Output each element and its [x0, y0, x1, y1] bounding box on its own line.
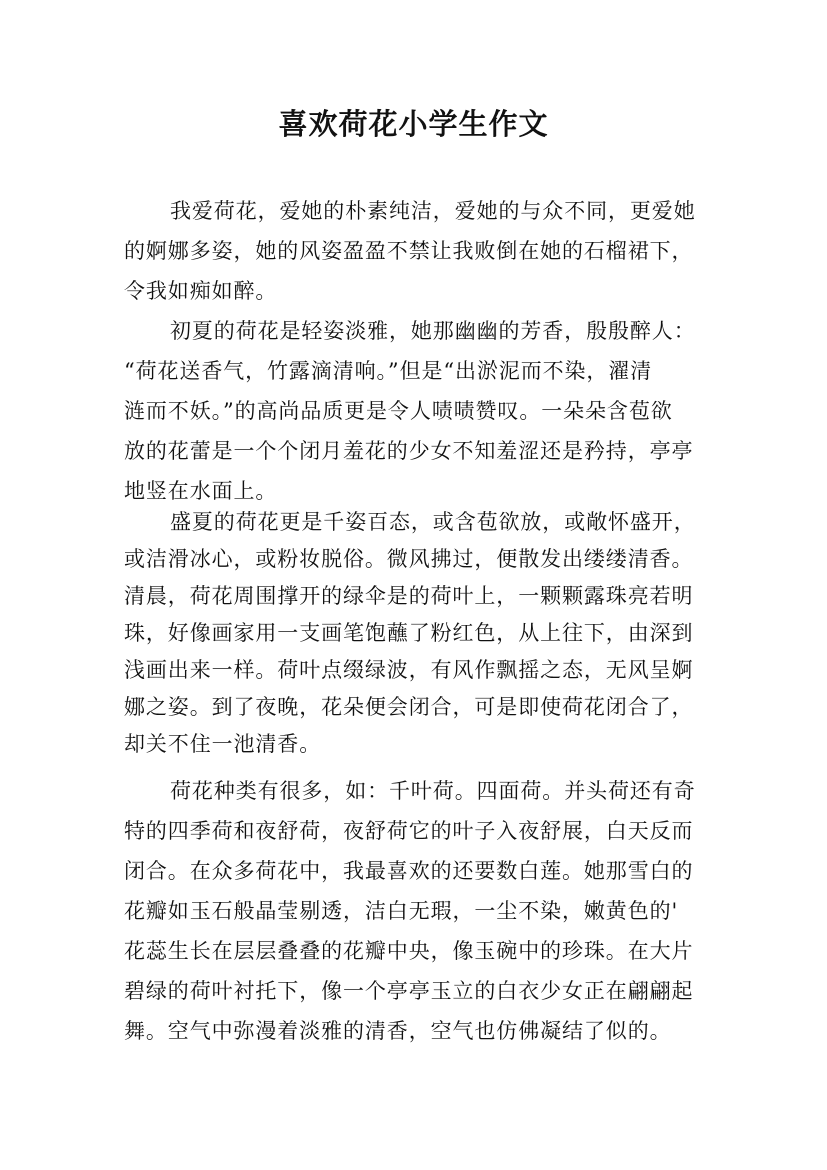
text-line: 初夏的荷花是轻姿淡雅，她那幽幽的芳香，殷殷醉人： — [170, 319, 696, 343]
text-line: 清晨，荷花周围撑开的绿伞是的荷叶上，一颗颗露珠亮若明 — [124, 584, 694, 608]
text-line: 特的四季荷和夜舒荷，夜舒荷它的叶子入夜舒展，白天反而 — [124, 819, 694, 843]
text-line: 涟而不妖。”的高尚品质更是令人啧啧赞叹。一朵朵含苞欲 — [124, 399, 673, 423]
text-line: 却关不住一池清香。 — [124, 732, 322, 756]
text-line: 或洁滑冰心，或粉妆脱俗。微风拂过，便散发出缕缕清香。 — [124, 547, 694, 571]
text-line: 娜之姿。到了夜晚，花朵便会闭合，可是即使荷花闭合了， — [124, 695, 694, 719]
text-line: 舞。空气中弥漫着淡雅的清香，空气也仿佛凝结了似的。 — [124, 1019, 672, 1043]
text-line: 花瓣如玉石般晶莹剔透，洁白无瑕，一尘不染，嫩黄色的' — [124, 899, 679, 923]
text-line: 碧绿的荷叶衬托下，像一个亭亭玉立的白衣少女正在翩翩起 — [124, 979, 694, 1003]
text-line: 花蕊生长在层层叠叠的花瓣中央，像玉碗中的珍珠。在大片 — [124, 939, 694, 963]
text-line: 地竖在水面上。 — [124, 479, 278, 503]
text-line: 荷花种类有很多，如：千叶荷。四面荷。并头荷还有奇 — [170, 779, 696, 803]
text-line: 我爱荷花，爱她的朴素纯洁，爱她的与众不同，更爱她 — [170, 199, 696, 223]
document-title: 喜欢荷花小学生作文 — [278, 107, 549, 141]
text-line: “荷花送香气，竹露滴清响。”但是“出淤泥而不染，濯清 — [124, 359, 653, 383]
text-line: 的婀娜多姿，她的风姿盈盈不禁让我败倒在她的石榴裙下， — [124, 239, 694, 263]
text-line: 浅画出来一样。荷叶点缀绿波，有风作飘摇之态，无风呈婀 — [124, 658, 694, 682]
text-line: 珠，好像画家用一支画笔饱蘸了粉红色，从上往下，由深到 — [124, 621, 694, 645]
text-line: 闭合。在众多荷花中，我最喜欢的还要数白莲。她那雪白的 — [124, 859, 694, 883]
text-line: 令我如痴如醉。 — [124, 279, 278, 303]
text-line: 盛夏的荷花更是千姿百态，或含苞欲放，或敞怀盛开， — [170, 510, 696, 534]
text-line: 放的花蕾是一个个闭月羞花的少女不知羞涩还是矜持，亭亭 — [124, 439, 694, 463]
